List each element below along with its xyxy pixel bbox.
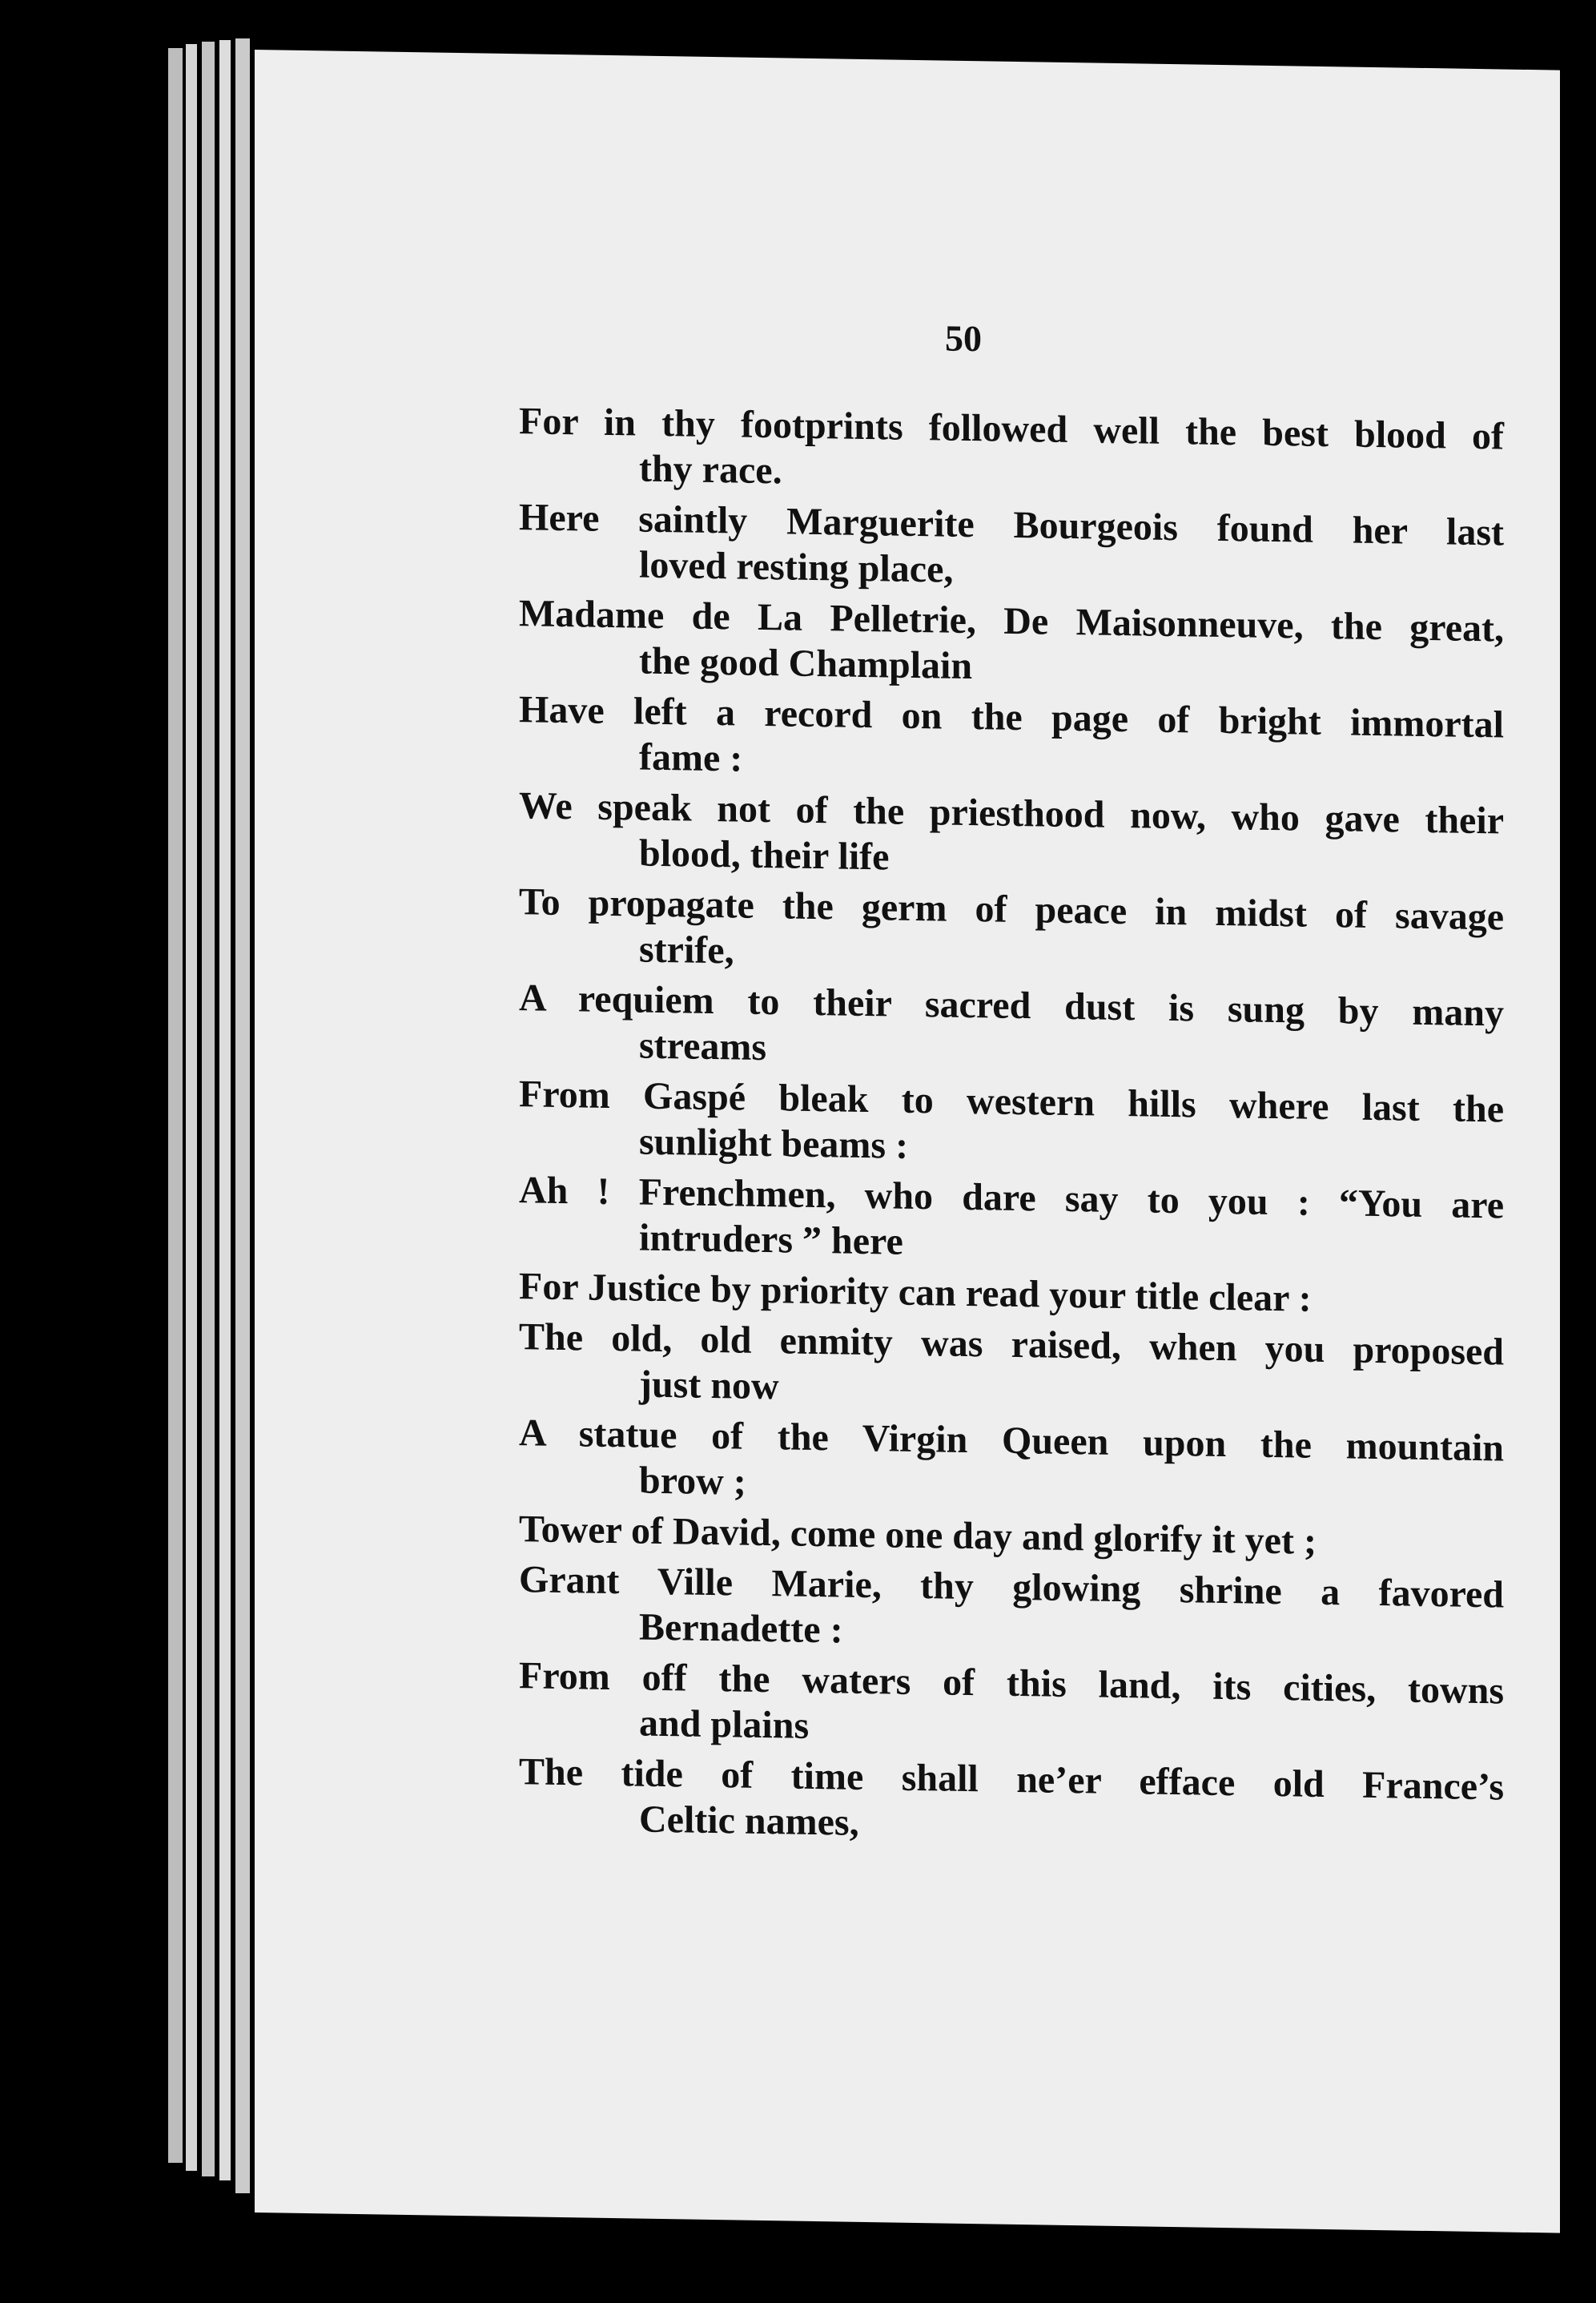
- verse-line: [519, 1653, 1504, 1759]
- verse-line: [519, 975, 1504, 1081]
- verse-continuation: fame :: [639, 735, 743, 780]
- verse-line: [519, 686, 1504, 793]
- verse-line: [519, 1167, 1504, 1274]
- verse-continuation: brow ;: [639, 1459, 746, 1504]
- verse-first-line: Have left a record on the page of bright immortal: [519, 688, 1504, 747]
- verse-first-line: For in thy footprints followed well the best blood of: [519, 400, 1504, 458]
- verse-first-line: A requiem to their sacred dust is sung by many: [519, 976, 1504, 1035]
- page-edge: [202, 42, 215, 2176]
- verse-line: [519, 1749, 1504, 1855]
- verse-line: [519, 1556, 1504, 1663]
- verse-first-line: The tide of time shall ne’er efface old France’s: [519, 1750, 1504, 1809]
- verse-continuation: intruders ” here: [639, 1216, 903, 1263]
- verse-first-line: From Gaspé bleak to western hills where last the: [519, 1073, 1504, 1131]
- verse-continuation: just now: [639, 1363, 779, 1408]
- verse-continuation: and plains: [639, 1701, 810, 1747]
- verse-line: [519, 590, 1504, 697]
- verse-first-line: Grant Ville Marie, thy glowing shrine a favored: [519, 1558, 1504, 1617]
- verse-line: [519, 1263, 1504, 1324]
- page-number: 50: [945, 317, 982, 360]
- verse-first-line: To propagate the germ of peace in midst of savage: [519, 880, 1504, 939]
- verse-continuation: Celtic names,: [639, 1798, 859, 1844]
- verse-line: [519, 1071, 1504, 1178]
- verse-line: [519, 494, 1504, 601]
- verse-first-line: We speak not of the priesthood now, who gave their: [519, 784, 1504, 843]
- verse-continuation: sunlight beams :: [639, 1120, 909, 1167]
- verse-continuation: thy race.: [639, 447, 782, 493]
- verse-first-line: For Justice by priority can read your title clear :: [519, 1265, 1312, 1320]
- verse-line: [519, 879, 1504, 985]
- verse-first-line: Ah ! Frenchmen, who dare say to you : “You are: [519, 1169, 1504, 1227]
- verse-first-line: Tower of David, come one day and glorify it yet ;: [519, 1508, 1317, 1563]
- verse-first-line: From off the waters of this land, its cities, towns: [519, 1654, 1504, 1713]
- verse-line: [519, 1506, 1504, 1567]
- verse-first-line: Madame de La Pelletrie, De Maisonneuve, the great,: [519, 592, 1504, 650]
- verse-continuation: loved resting place,: [639, 543, 954, 591]
- verse-first-line: Here saintly Marguerite Bourgeois found her last: [519, 496, 1504, 554]
- verse-continuation: blood, their life: [639, 831, 890, 879]
- verse-continuation: Bernadette :: [639, 1605, 843, 1652]
- verse-line: [519, 398, 1504, 505]
- verse-line: [519, 1314, 1504, 1420]
- book-page: [255, 50, 1560, 2233]
- verse-continuation: streams: [639, 1024, 767, 1069]
- verse-first-line: The old, old enmity was raised, when you proposed: [519, 1315, 1504, 1374]
- verse-first-line: A statue of the Virgin Queen upon the mountain: [519, 1411, 1504, 1470]
- verse-continuation: the good Champlain: [639, 639, 973, 688]
- verse-line: [519, 783, 1504, 889]
- page-edge: [186, 44, 197, 2171]
- page-edge: [168, 48, 183, 2163]
- page-edge: [235, 38, 250, 2193]
- poem-text: [519, 398, 1504, 1860]
- verse-line: [519, 1410, 1504, 1516]
- page-edge: [219, 40, 231, 2180]
- verse-continuation: strife,: [639, 928, 734, 972]
